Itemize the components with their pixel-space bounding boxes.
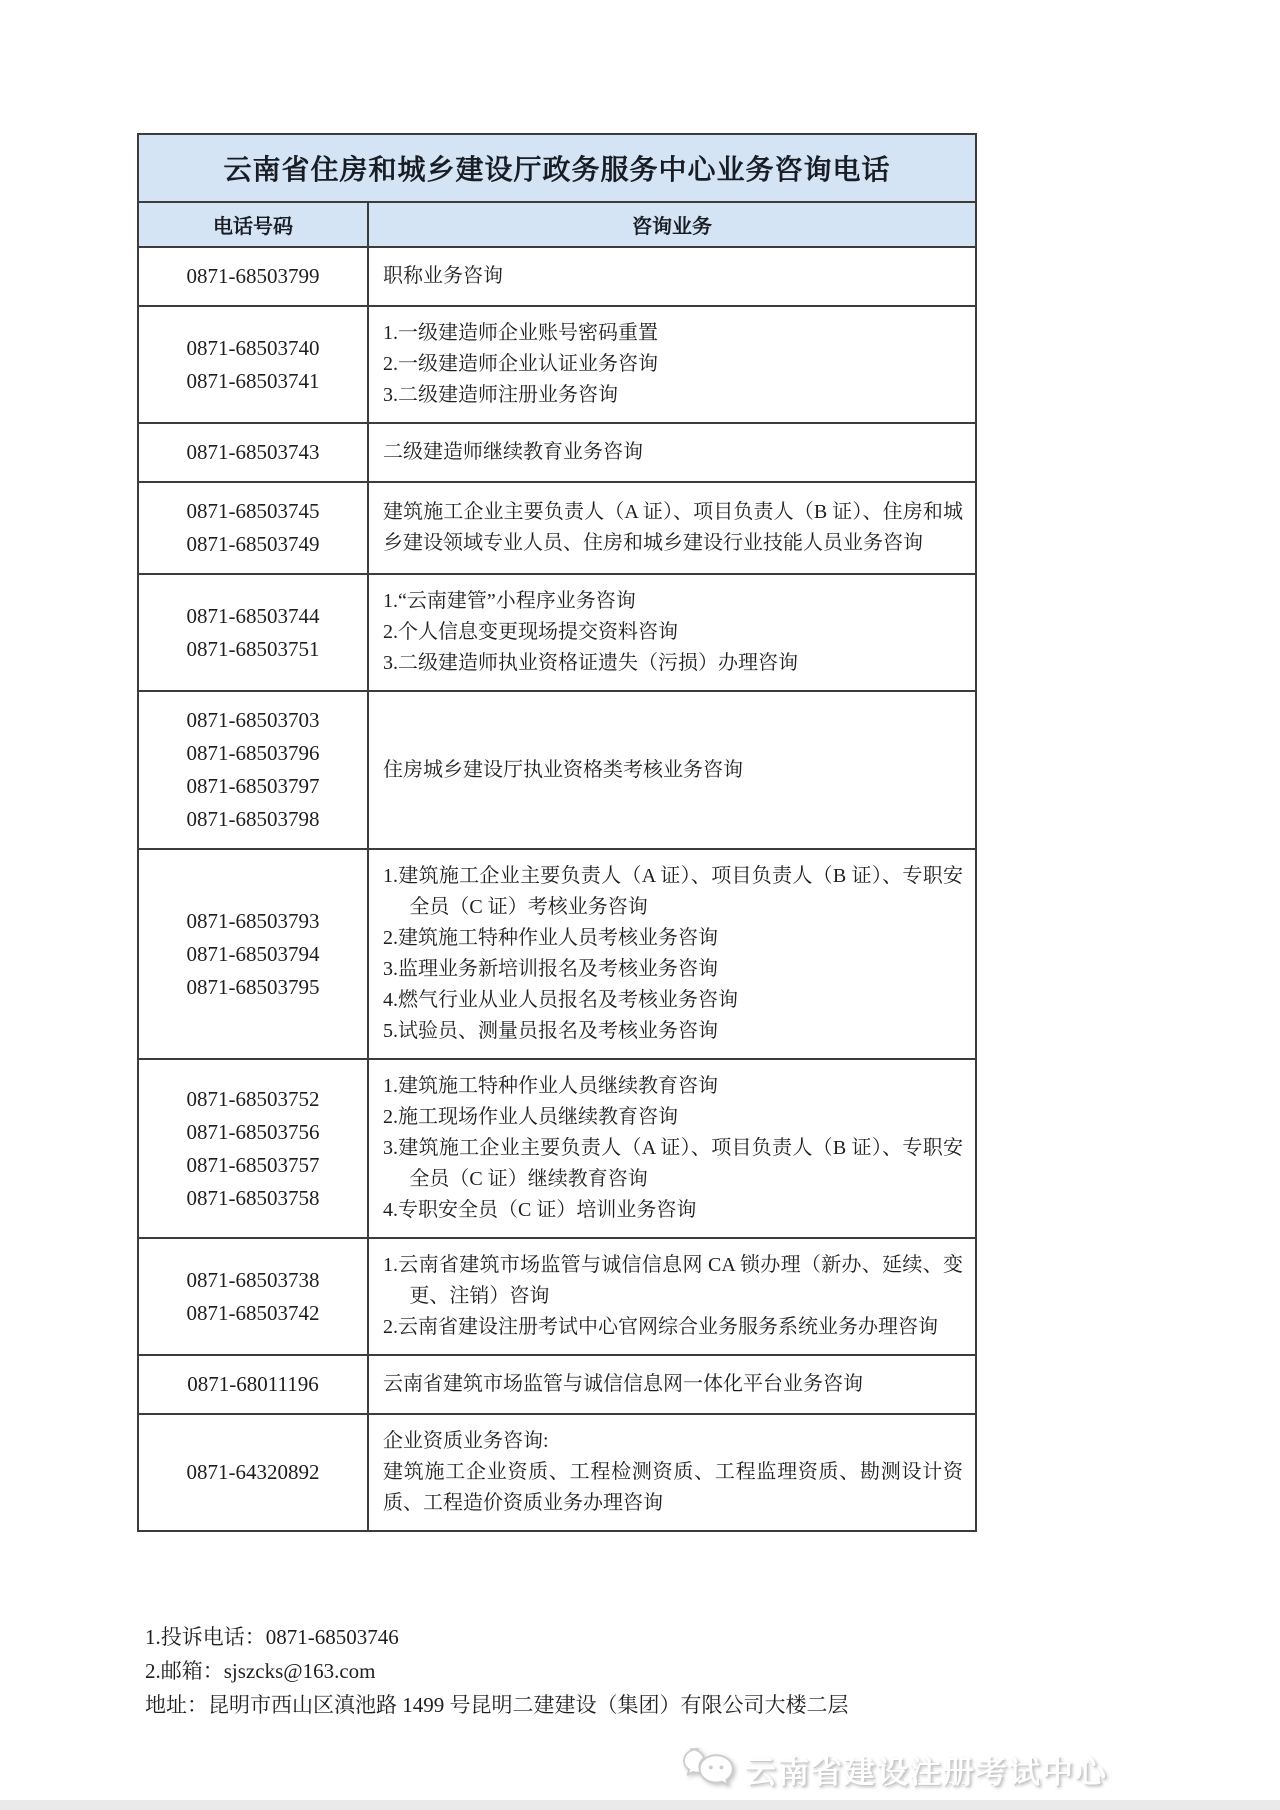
column-header-phone: 电话号码 [138, 202, 368, 247]
phone-number: 0871-68503757 [186, 1152, 320, 1177]
phone-cell [138, 247, 368, 306]
service-item: 云南省建筑市场监管与诚信信息网一体化平台业务咨询 [383, 1373, 863, 1395]
phone-directory-table [137, 133, 977, 1532]
service-item: 2.个人信息变更现场提交资料咨询 [383, 621, 678, 643]
table-row [138, 1355, 976, 1414]
service-item: 3.二级建造师注册业务咨询 [383, 384, 618, 406]
phone-cell [138, 423, 368, 482]
phone-number: 0871-68503738 [186, 1267, 320, 1292]
phone-cell [138, 574, 368, 691]
address-note: 地址：昆明市西山区滇池路 1499 号昆明二建建设（集团）有限公司大楼二层 [145, 1693, 849, 1717]
phone-number: 0871-68503796 [186, 741, 320, 765]
phone-number: 0871-68503744 [186, 603, 320, 628]
phone-number: 0871-68503741 [186, 368, 320, 393]
service-item: 企业资质业务咨询: [383, 1430, 549, 1452]
phone-cell [138, 1414, 368, 1531]
business-cell [368, 1355, 976, 1414]
bottom-band [0, 1800, 1280, 1810]
phone-cell [138, 691, 368, 849]
business-cell [368, 247, 976, 306]
service-item: 3.建筑施工企业主要负责人（A 证）、项目负责人（B 证）、专职安全员（C 证）继续教育咨询 [383, 1137, 963, 1190]
title-row [138, 134, 976, 202]
service-item: 2.建筑施工特种作业人员考核业务咨询 [383, 927, 718, 949]
service-item: 二级建造师继续教育业务咨询 [383, 441, 643, 463]
table-row [138, 306, 976, 423]
table-body [138, 247, 976, 1531]
service-item: 4.专职安全员（C 证）培训业务咨询 [383, 1199, 697, 1221]
phone-cell [138, 306, 368, 423]
service-item: 2.施工现场作业人员继续教育咨询 [383, 1106, 678, 1128]
phone-number: 0871-68503740 [186, 335, 320, 360]
phone-number: 0871-68503752 [186, 1086, 320, 1111]
phone-number: 0871-68503703 [186, 708, 320, 732]
table-row [138, 1059, 976, 1238]
phone-number: 0871-68503797 [186, 774, 320, 798]
phone-cell [138, 1059, 368, 1238]
phone-cell [138, 849, 368, 1059]
complaint-phone-note: 1.投诉电话：0871-68503746 [145, 1625, 399, 1649]
table-row [138, 849, 976, 1059]
phone-number: 0871-68503793 [186, 908, 320, 933]
phone-number: 0871-68503742 [186, 1300, 320, 1325]
phone-number: 0871-68503799 [186, 264, 320, 288]
phone-number: 0871-68503795 [186, 974, 320, 999]
service-item: 1.一级建造师企业账号密码重置 [383, 322, 658, 344]
phone-number: 0871-68503743 [186, 440, 320, 464]
service-item: 2.云南省建设注册考试中心官网综合业务服务系统业务办理咨询 [383, 1316, 938, 1338]
column-header-business: 咨询业务 [368, 202, 976, 247]
phone-cell [138, 1238, 368, 1355]
service-item: 建筑施工企业资质、工程检测资质、工程监理资质、勘测设计资质、工程造价资质业务办理咨询 [383, 1461, 963, 1514]
table-row [138, 574, 976, 691]
table-row [138, 482, 976, 574]
business-cell [368, 1059, 976, 1238]
table-title: 云南省住房和城乡建设厅政务服务中心业务咨询电话 [138, 134, 976, 202]
business-cell [368, 1238, 976, 1355]
business-cell [368, 1414, 976, 1531]
phone-number: 0871-68503745 [186, 499, 320, 523]
phone-cell [138, 482, 368, 574]
watermark [681, 1745, 1108, 1794]
service-item: 建筑施工企业主要负责人（A 证）、项目负责人（B 证）、住房和城乡建设领域专业人员、住房和城乡建设行业技能人员业务咨询 [383, 501, 963, 554]
watermark-label: 云南省建设注册考试中心 [745, 1755, 1108, 1790]
business-cell [368, 849, 976, 1059]
phone-number: 0871-68503749 [186, 532, 320, 556]
email-note: 2.邮箱：sjszcks@163.com [145, 1659, 376, 1683]
business-cell [368, 306, 976, 423]
service-item: 住房城乡建设厅执业资格类考核业务咨询 [383, 758, 743, 781]
service-item: 1.建筑施工企业主要负责人（A 证）、项目负责人（B 证）、专职安全员（C 证）考核业务咨询 [383, 865, 963, 918]
service-item: 2.一级建造师企业认证业务咨询 [383, 353, 658, 375]
service-item: 职称业务咨询 [383, 265, 503, 287]
service-item: 1.“云南建管”小程序业务咨询 [383, 590, 636, 612]
table-row [138, 1238, 976, 1355]
service-item: 5.试验员、测量员报名及考核业务咨询 [383, 1020, 718, 1042]
service-item: 1.云南省建筑市场监管与诚信信息网 CA 锁办理（新办、延续、变更、注销）咨询 [383, 1254, 963, 1307]
business-cell [368, 423, 976, 482]
phone-number: 0871-68503756 [186, 1119, 320, 1144]
phone-number: 0871-68503798 [186, 807, 320, 831]
phone-number: 0871-64320892 [186, 1460, 320, 1484]
business-cell [368, 482, 976, 574]
column-header-row [138, 202, 976, 247]
phone-number: 0871-68503758 [186, 1185, 320, 1210]
footer-notes [145, 1620, 1280, 1722]
wechat-icon [681, 1745, 735, 1794]
service-item: 3.监理业务新培训报名及考核业务咨询 [383, 958, 718, 980]
service-item: 1.建筑施工特种作业人员继续教育咨询 [383, 1075, 718, 1097]
phone-number: 0871-68011196 [187, 1372, 319, 1396]
phone-number: 0871-68503794 [186, 941, 320, 966]
business-cell [368, 691, 976, 849]
table-row [138, 691, 976, 849]
table-row [138, 423, 976, 482]
table-row [138, 247, 976, 306]
table-row [138, 1414, 976, 1531]
phone-cell [138, 1355, 368, 1414]
service-item: 4.燃气行业从业人员报名及考核业务咨询 [383, 989, 738, 1011]
phone-number: 0871-68503751 [186, 636, 320, 661]
service-item: 3.二级建造师执业资格证遗失（污损）办理咨询 [383, 652, 798, 674]
business-cell [368, 574, 976, 691]
